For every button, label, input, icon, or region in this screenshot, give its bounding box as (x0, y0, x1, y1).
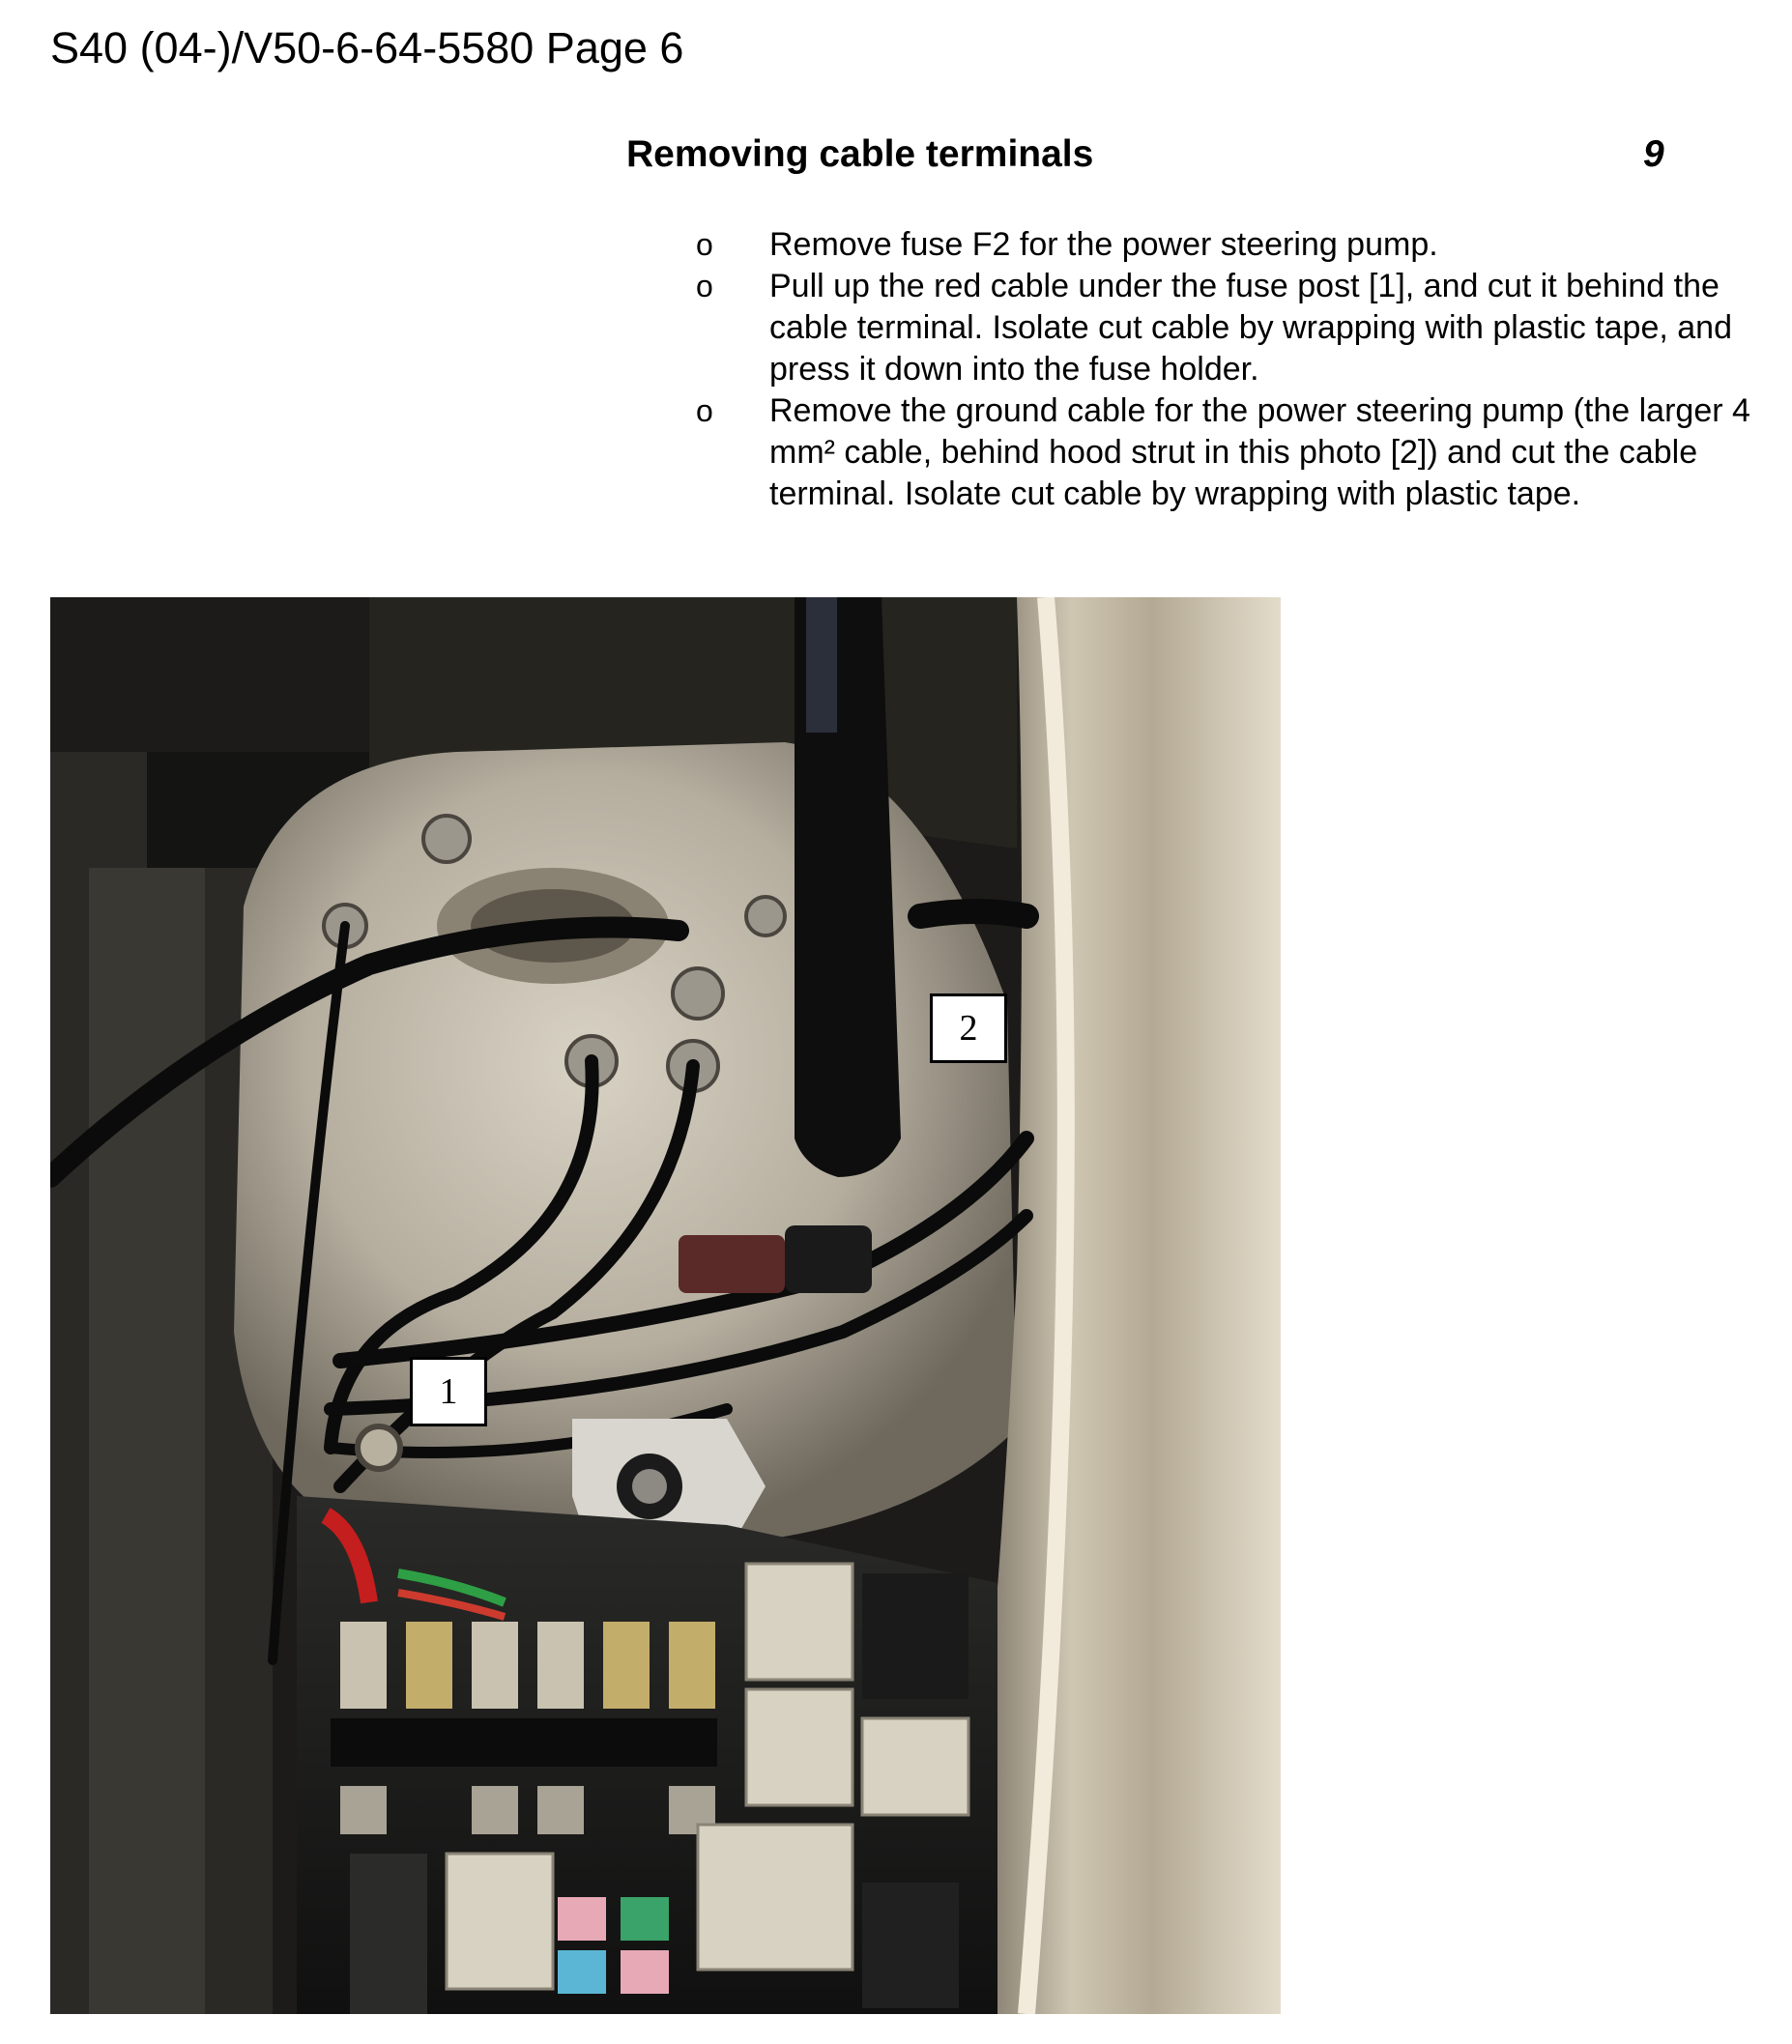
engine-bay-photo (50, 597, 1281, 2014)
relay-black-lower (862, 1883, 959, 2008)
fuse-box-latch (350, 1854, 427, 2014)
bracket-bolt (632, 1469, 667, 1504)
connector-boot (785, 1225, 872, 1293)
hood-strut-label (806, 597, 837, 733)
instruction-item (696, 266, 1769, 390)
instruction-text: Remove the ground cable for the power steering pump (the larger 4 mm² cable, behind hood strut in this photo [2]) and cut the cable terminal. Isolate cut cable by wrapping with plastic tape. (769, 392, 1750, 512)
bullet-icon: o (696, 393, 713, 428)
relay-black (862, 1573, 968, 1699)
section-title: Removing cable terminals (626, 133, 1094, 175)
step-number: 9 (1643, 133, 1664, 175)
instruction-text: Pull up the red cable under the fuse post [1], and cut it behind the cable terminal. Isolate cut cable by wrapping with plastic tape, and press it down into the fuse holder. (769, 268, 1732, 388)
instruction-text: Remove fuse F2 for the power steering pump. (769, 226, 1438, 263)
bullet-icon: o (696, 269, 713, 303)
instruction-item (696, 224, 1769, 266)
ring-terminal (358, 1426, 400, 1469)
page-header: S40 (04-)/V50-6-64-5580 Page 6 (50, 23, 684, 72)
callout-1: 1 (410, 1357, 487, 1426)
left-panel (89, 868, 205, 2014)
instruction-list (696, 224, 1769, 515)
bullet-icon: o (696, 227, 713, 262)
callout-2: 2 (930, 993, 1007, 1063)
engine-bay-illustration (50, 597, 1281, 2014)
connector (679, 1235, 785, 1293)
instruction-item (696, 390, 1769, 515)
